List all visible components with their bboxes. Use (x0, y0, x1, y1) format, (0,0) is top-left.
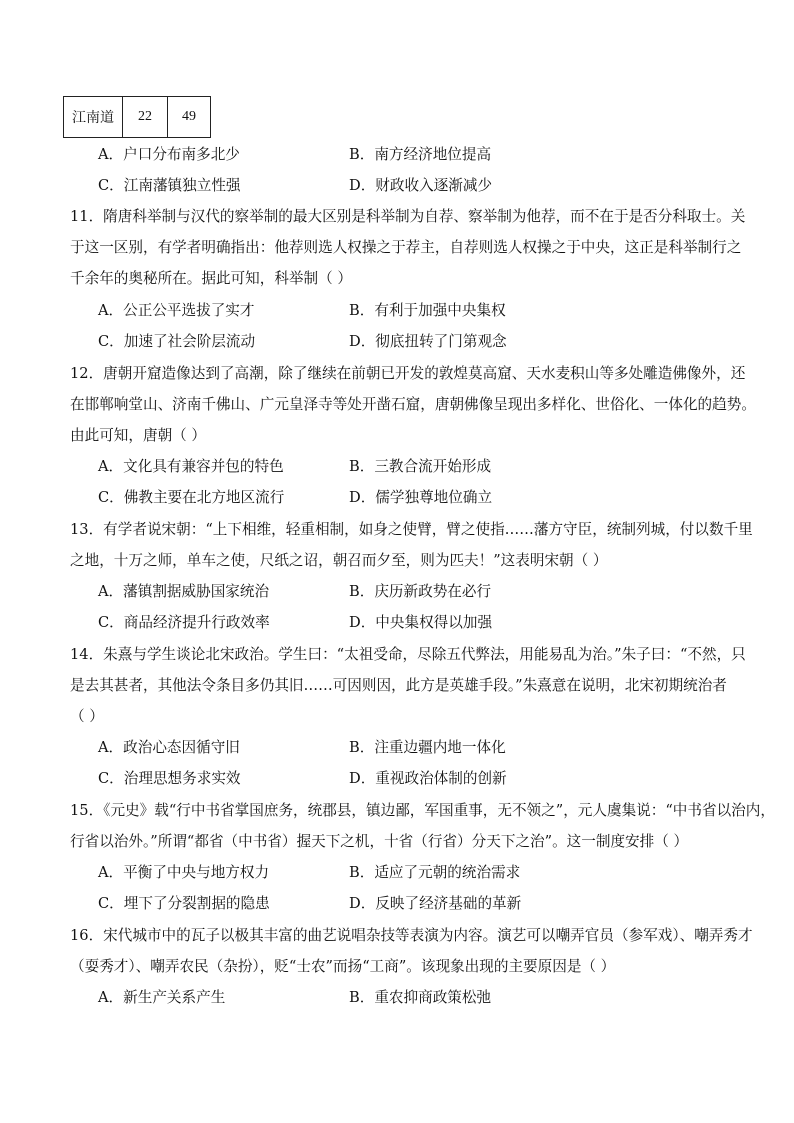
table-row (64, 97, 211, 138)
option-a[interactable]: A．平衡了中央与地方权力 (98, 864, 270, 881)
option-c[interactable]: C．商品经济提升行政效率 (98, 614, 270, 631)
option-c[interactable]: C．加速了社会阶层流动 (98, 333, 256, 350)
option-a[interactable]: A．新生产关系产生 (98, 989, 226, 1006)
question-14-text: 14．朱熹与学生谈论北宋政治。学生曰：“太祖受命，尽除五代弊法，用能易乱为治。”朱子曰：“不然，只 (70, 646, 746, 663)
option-b[interactable]: B．重农抑商政策松弛 (349, 989, 492, 1006)
option-b[interactable]: B．有利于加强中央集权 (349, 302, 506, 319)
option-d[interactable]: D．重视政治体制的创新 (349, 770, 507, 787)
option-a[interactable]: A．文化具有兼容并包的特色 (98, 458, 284, 475)
option-a[interactable]: A．政治心态因循守旧 (98, 739, 240, 756)
option-d[interactable]: D．反映了经济基础的革新 (349, 895, 522, 912)
option-a[interactable]: A．藩镇割据威胁国家统治 (98, 583, 270, 600)
question-12-text: 由此可知，唐朝（ ） (70, 427, 206, 444)
question-12-text: 在邯郸响堂山、济南千佛山、广元皇泽寺等处开凿石窟，唐朝佛像呈现出多样化、世俗化、一体化的趋势。 (70, 396, 756, 413)
data-table (63, 96, 211, 138)
option-c[interactable]: C．佛教主要在北方地区流行 (98, 489, 285, 506)
question-11-text: 11．隋唐科举制与汉代的察举制的最大区别是科举制为自荐、察举制为他荐，而不在于是否分科取士。关 (70, 208, 746, 225)
option-b[interactable]: B．庆历新政势在必行 (349, 583, 492, 600)
question-14-text: 是去其甚者，其他法令条目多仍其旧……可因则因，此方是英雄手段。”朱熹意在说明，北宋初期统治者 (70, 677, 727, 694)
question-15-text: 15．《元史》载“行中书省掌国庶务，统郡县，镇边鄙，军国重事，无不领之”，元人虞集说：“中书省以治内， (70, 802, 775, 819)
option-b[interactable]: B．注重边疆内地一体化 (349, 739, 506, 756)
option-d[interactable]: D．中央集权得以加强 (349, 614, 493, 631)
table-cell: 22 (123, 97, 168, 138)
question-15-text: 行省以治外。”所谓“都省（中书省）握天下之机，十省（行省）分天下之治”。这一制度安排（ ） (70, 833, 689, 850)
question-12-text: 12．唐朝开窟造像达到了高潮，除了继续在前朝已开发的敦煌莫高窟、天水麦积山等多处雕造佛像外，还 (70, 365, 746, 382)
option-c[interactable]: C．埋下了分裂割据的隐患 (98, 895, 270, 912)
question-14-text: （ ） (70, 708, 104, 725)
table-cell: 江南道 (64, 97, 123, 138)
question-16-text: （耍秀才）、嘲弄农民（杂扮），贬“士农”而扬“工商”。该现象出现的主要原因是（ ） (70, 958, 616, 975)
option-b[interactable]: B．南方经济地位提高 (349, 146, 492, 163)
question-11-text: 于这一区别，有学者明确指出：他荐则选人权操之于荐主，自荐则选人权操之于中央，这正是科举制行之 (70, 239, 742, 256)
question-16-text: 16．宋代城市中的瓦子以极其丰富的曲艺说唱杂技等表演为内容。演艺可以嘲弄官员（参军戏）、嘲弄秀才 (70, 927, 753, 944)
option-d[interactable]: D．财政收入逐渐减少 (349, 177, 493, 194)
option-b[interactable]: B．适应了元朝的统治需求 (349, 864, 521, 881)
option-a[interactable]: A．户口分布南多北少 (98, 146, 240, 163)
question-11-text: 千余年的奥秘所在。据此可知，科举制（ ） (70, 270, 352, 287)
table-cell: 49 (168, 97, 211, 138)
option-b[interactable]: B．三教合流开始形成 (349, 458, 492, 475)
question-13-text: 之地，十万之师，单车之使，尺纸之诏，朝召而夕至，则为匹夫！”这表明宋朝（ ） (70, 552, 608, 569)
question-13-text: 13．有学者说宋朝：“上下相维，轻重相制，如身之使臂，臂之使指……藩方守臣，统制列城，付以数千里 (70, 521, 753, 538)
option-d[interactable]: D．儒学独尊地位确立 (349, 489, 493, 506)
option-d[interactable]: D．彻底扭转了门第观念 (349, 333, 507, 350)
option-c[interactable]: C．江南藩镇独立性强 (98, 177, 241, 194)
option-a[interactable]: A．公正公平选拔了实才 (98, 302, 255, 319)
option-c[interactable]: C．治理思想务求实效 (98, 770, 241, 787)
